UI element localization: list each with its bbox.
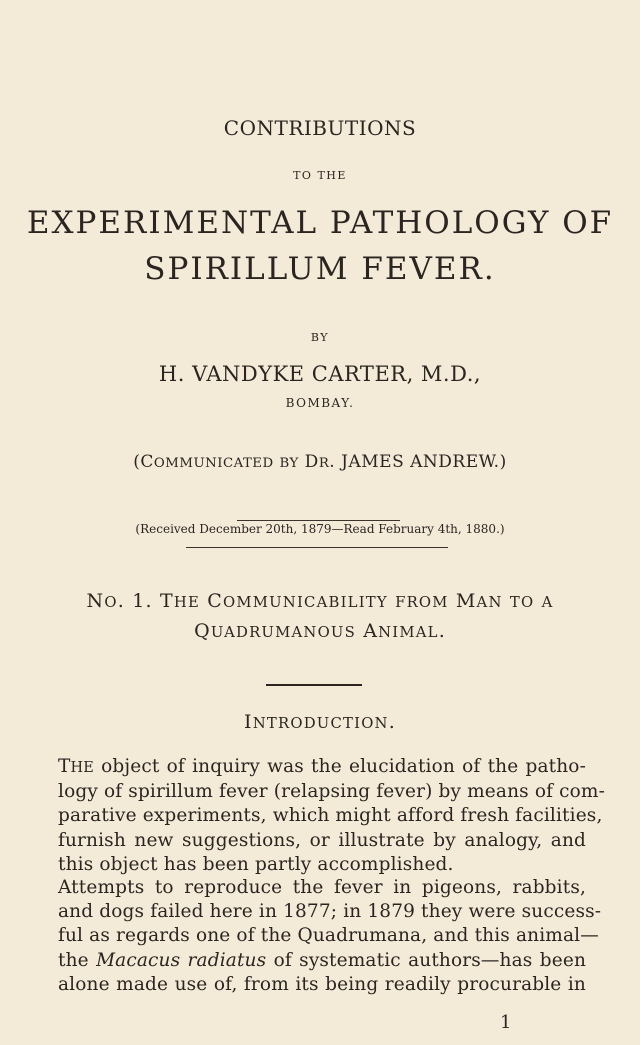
section-title-line-2: QUADRUMANOUS ANIMAL. — [194, 620, 446, 642]
heading-to-the: TO THE — [293, 169, 347, 182]
paragraph-line: THE object of inquiry was the elucidation of the patho- — [58, 756, 586, 777]
paragraph-line: Attempts to reproduce the fever in pigeons, rabbits, — [58, 877, 586, 898]
section-divider — [266, 684, 362, 686]
paragraph-line: alone made use of, from its being readily procurable in — [58, 973, 586, 995]
species-name: Macacus radiatus — [96, 949, 267, 971]
paragraph-line: parative experiments, which might afford fresh facilities, — [58, 805, 603, 827]
paragraph-line: logy of spirillum fever (relapsing fever) by means of com- — [58, 781, 606, 803]
paragraph-object-of-inquiry — [58, 755, 606, 877]
author-name: H. VANDYKE CARTER, M.D., — [158, 362, 482, 386]
introduction-heading: INTRODUCTION. — [244, 711, 396, 733]
paragraph-line: this object has been partly accomplished. — [58, 853, 454, 875]
paragraph-line: the Macacus radiatus of systematic authors—has been — [58, 949, 587, 971]
section-title-line-1: NO. 1. THE COMMUNICABILITY FROM MAN TO A — [86, 590, 554, 612]
title-line-1: EXPERIMENTAL PATHOLOGY OF — [26, 205, 614, 241]
title-line-2: SPIRILLUM FEVER. — [144, 251, 496, 287]
communicated-by: (COMMUNICATED BY DR. JAMES ANDREW.) — [133, 452, 507, 472]
divider-rule-top — [237, 520, 400, 521]
received-dates: (Received December 20th, 1879—Read February 4th, 1880.) — [135, 522, 505, 536]
page-number: 1 — [500, 1012, 512, 1033]
author-place: BOMBAY. — [285, 396, 355, 410]
paragraph-line: ful as regards one of the Quadrumana, and this animal— — [58, 925, 599, 947]
lead-word: THE — [58, 756, 94, 777]
paragraph-line: and dogs failed here in 1877; in 1879 they were success- — [58, 901, 602, 923]
paragraph-attempts — [58, 876, 602, 997]
paragraph-line: furnish new suggestions, or illustrate by analogy, and — [58, 829, 586, 851]
byline-label: BY — [310, 331, 330, 344]
divider-rule-bottom — [186, 547, 448, 548]
heading-contributions: CONTRIBUTIONS — [223, 116, 417, 140]
